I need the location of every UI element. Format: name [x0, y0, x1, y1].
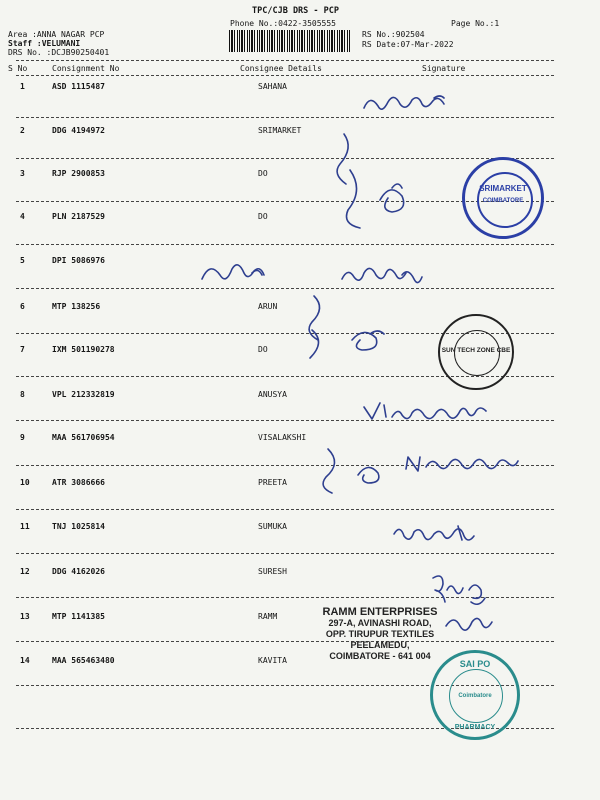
consignee-cell: RAMM: [258, 612, 278, 621]
sno-cell: 1: [20, 82, 25, 91]
consignment-cell: DDG 4194972: [52, 126, 105, 135]
ramm-stamp-line-5: COIMBATORE - 641 004: [329, 651, 431, 661]
rs-number: RS No.:902504: [362, 30, 425, 39]
col-header-consignment: Consignment No: [52, 64, 120, 73]
consignee-cell: ANUSYA: [258, 390, 287, 399]
row-divider: [16, 641, 554, 642]
sno-cell: 3: [20, 169, 25, 178]
consignee-cell: ARUN: [258, 302, 278, 311]
consignment-cell: DDG 4162026: [52, 567, 105, 576]
suntech-stamp: [438, 314, 514, 390]
consignment-cell: PLN 2187529: [52, 212, 105, 221]
srimarket-stamp-text: SRIMARKET: [479, 184, 527, 193]
suntech-stamp-text: SUN TECH ZONE CBE: [441, 347, 511, 354]
consignment-cell: MAA 565463480: [52, 656, 115, 665]
consignment-cell: MTP 1141385: [52, 612, 105, 621]
table-row: [0, 82, 600, 122]
consignee-cell: VISALAKSHI: [258, 433, 307, 442]
document-title: TPC/CJB DRS - PCP: [252, 6, 339, 16]
sno-cell: 7: [20, 345, 25, 354]
staff-label: Staff :VELUMANI: [8, 39, 81, 48]
table-row: [0, 567, 600, 607]
rs-date: RS Date:07-Mar-2022: [362, 40, 454, 49]
saipo-pharmacy-stamp: [430, 650, 520, 740]
signature-row-3-4: [340, 160, 430, 240]
col-header-signature: Signature: [422, 64, 466, 73]
col-header-consignee: Consignee Details: [240, 64, 322, 73]
consignee-cell: KAVITA: [258, 656, 287, 665]
signature-row-6-7: [300, 290, 400, 370]
consignment-cell: DPI 5086976: [52, 256, 105, 265]
consignee-cell: SRIMARKET: [258, 126, 302, 135]
srimarket-stamp: [462, 157, 544, 239]
sno-cell: 11: [20, 522, 30, 531]
area-label: Area :ANNA NAGAR PCP: [8, 30, 105, 39]
consignee-cell: DO: [258, 212, 268, 221]
signature-row-8: [360, 395, 530, 425]
saipo-stamp-text: SAI PO: [459, 659, 491, 669]
sno-cell: 4: [20, 212, 25, 221]
sno-cell: 14: [20, 656, 30, 665]
row-divider: [16, 158, 554, 159]
sno-cell: 8: [20, 390, 25, 399]
row-divider: [16, 553, 554, 554]
consignee-cell: SURESH: [258, 567, 287, 576]
phone-number: Phone No.:0422-3505555: [230, 19, 336, 28]
consignment-cell: MAA 561706954: [52, 433, 115, 442]
srimarket-stamp-city: COIMBATORE: [482, 198, 524, 204]
sno-cell: 12: [20, 567, 30, 576]
sno-cell: 10: [20, 478, 30, 487]
consignment-cell: RJP 2900853: [52, 169, 105, 178]
consignment-cell: IXM 501190278: [52, 345, 115, 354]
drs-number: DRS No. :DCJB90250401: [8, 48, 110, 57]
consignee-cell: DO: [258, 345, 268, 354]
ramm-enterprises-stamp: [300, 606, 460, 662]
consignment-cell: ASD 1115487: [52, 82, 105, 91]
page-number: Page No.:1: [451, 19, 500, 28]
consignment-cell: ATR 3086666: [52, 478, 105, 487]
saipo-stamp-city: Coimbatore: [458, 693, 492, 699]
row-divider: [16, 509, 554, 510]
table-row: [0, 522, 600, 562]
sno-cell: 13: [20, 612, 30, 621]
signature-row-9-10: [318, 445, 553, 495]
signature-row-11: [390, 520, 490, 550]
signature-row-5: [196, 255, 446, 295]
header-top-rule: [16, 60, 554, 61]
row-divider: [16, 244, 554, 245]
consignment-cell: VPL 212332819: [52, 390, 115, 399]
saipo-stamp-subtext: PHARMACY: [454, 724, 496, 731]
ramm-stamp-line-4: PEELAMEDU,: [350, 640, 410, 650]
ramm-stamp-line-2: 297-A, AVINASHI ROAD,: [328, 618, 432, 628]
consignee-cell: DO: [258, 169, 268, 178]
sno-cell: 9: [20, 433, 25, 442]
consignee-cell: PREETA: [258, 478, 287, 487]
ramm-stamp-line-3: OPP. TIRUPUR TEXTILES: [325, 629, 435, 639]
signature-row-1: [360, 90, 500, 120]
consignment-cell: TNJ 1025814: [52, 522, 105, 531]
header-bottom-rule: [16, 75, 554, 76]
consignee-cell: SAHANA: [258, 82, 287, 91]
consignee-cell: SUMUKA: [258, 522, 287, 531]
ramm-stamp-line-1: RAMM ENTERPRISES: [322, 606, 438, 618]
sno-cell: 6: [20, 302, 25, 311]
sno-cell: 2: [20, 126, 25, 135]
col-header-sno: S No: [8, 64, 28, 73]
barcode: [229, 30, 351, 52]
sno-cell: 5: [20, 256, 25, 265]
consignment-cell: MTP 138256: [52, 302, 101, 311]
